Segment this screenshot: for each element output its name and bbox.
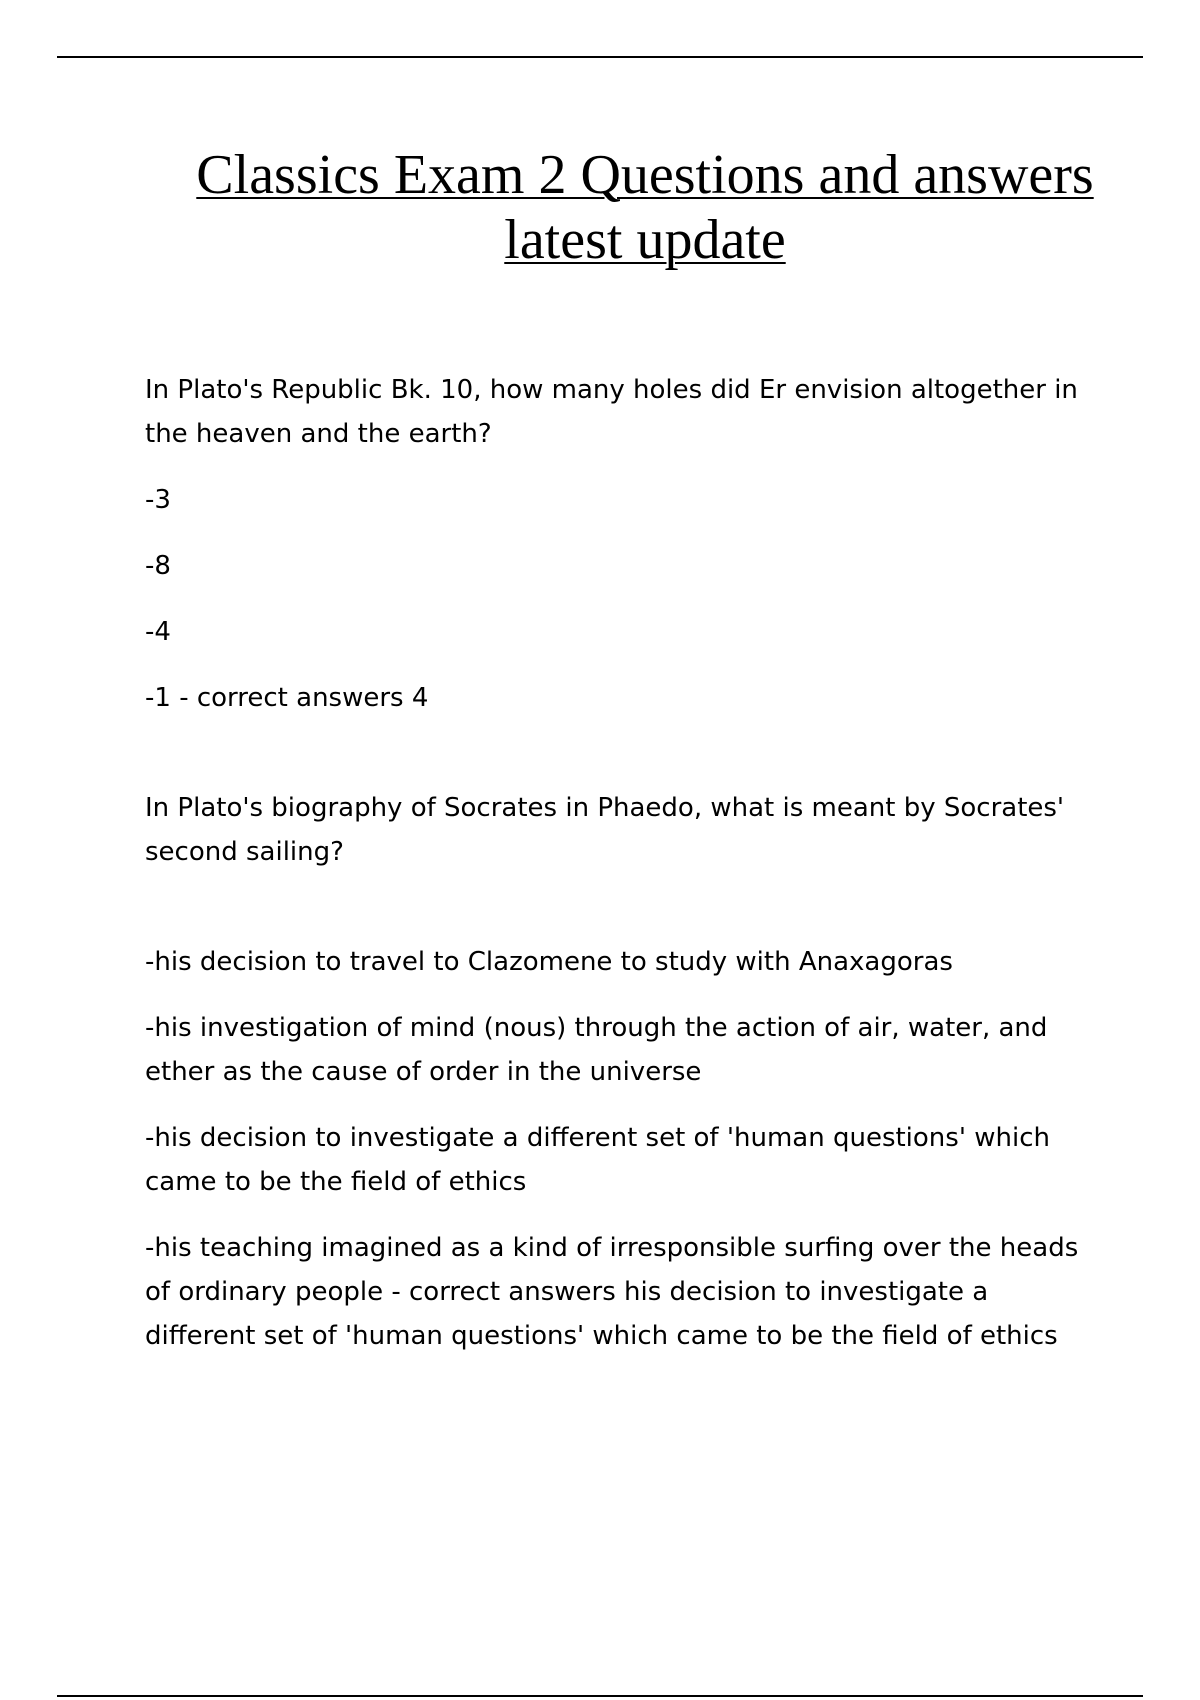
document-title: Classics Exam 2 Questions and answers latest update: [196, 144, 1094, 271]
question-2-option-answer: -his teaching imagined as a kind of irresponsible surfing over the heads of ordinary people - correct answers his decision to investigate a different set of 'human questions' which came to be the field of ethics: [145, 1233, 1079, 1351]
question-1-option: -4: [145, 617, 171, 647]
document-body: [145, 368, 1085, 1380]
question-1-option: -3: [145, 485, 171, 515]
question-2-option: -his decision to investigate a different set of 'human questions' which came to be the field of ethics: [145, 1123, 1050, 1197]
question-2-prompt: In Plato's biography of Socrates in Phaedo, what is meant by Socrates' second sailing?: [145, 793, 1065, 867]
question-1-option: -8: [145, 551, 171, 581]
question-2-option: -his investigation of mind (nous) through the action of air, water, and ether as the cause of order in the universe: [145, 1013, 1048, 1087]
question-2-option: -his decision to travel to Clazomene to study with Anaxagoras: [145, 947, 953, 977]
question-1-option-answer: -1 - correct answers 4: [145, 683, 429, 713]
bottom-divider: [57, 1695, 1143, 1697]
question-1-prompt: In Plato's Republic Bk. 10, how many holes did Er envision altogether in the heaven and the earth?: [145, 375, 1078, 449]
top-divider: [57, 56, 1143, 58]
